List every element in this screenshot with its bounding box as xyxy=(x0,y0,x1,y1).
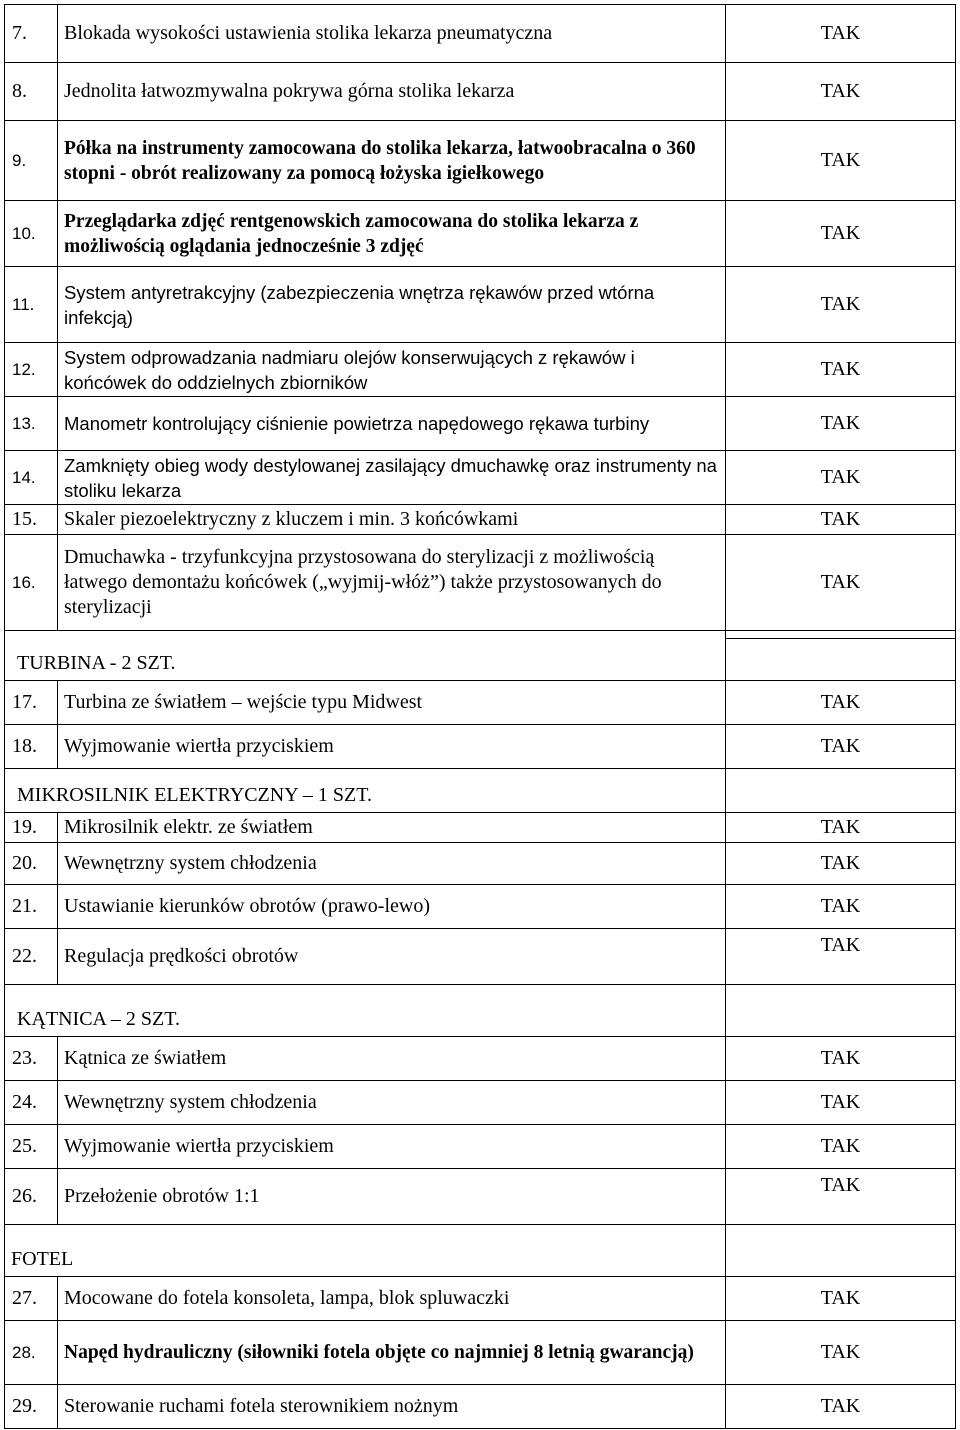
item-number: 19. xyxy=(5,813,58,843)
item-description: Mikrosilnik elektr. ze światłem xyxy=(58,813,726,843)
item-value: TAK xyxy=(726,929,956,985)
item-value: TAK xyxy=(726,505,956,535)
item-description: Regulacja prędkości obrotów xyxy=(58,929,726,985)
section-heading: TURBINA - 2 SZT. xyxy=(5,631,726,681)
item-description: Manometr kontrolujący ciśnienie powietrza napędowego rękawa turbiny xyxy=(58,397,726,451)
item-description: Blokada wysokości ustawienia stolika lekarza pneumatyczna xyxy=(58,5,726,63)
item-description: Ustawianie kierunków obrotów (prawo-lewo) xyxy=(58,885,726,929)
item-description: Sterowanie ruchami fotela sterownikiem nożnym xyxy=(58,1385,726,1429)
item-value: TAK xyxy=(726,843,956,885)
item-value: TAK xyxy=(726,1081,956,1125)
table-row xyxy=(5,929,956,985)
item-description: Wyjmowanie wiertła przyciskiem xyxy=(58,1125,726,1169)
item-description: Wyjmowanie wiertła przyciskiem xyxy=(58,725,726,769)
item-description: Jednolita łatwozmywalna pokrywa górna stolika lekarza xyxy=(58,63,726,121)
table-row xyxy=(5,1037,956,1081)
item-value: TAK xyxy=(726,1277,956,1321)
table-row xyxy=(5,1321,956,1385)
item-number: 18. xyxy=(5,725,58,769)
table-row xyxy=(5,451,956,505)
item-number: 27. xyxy=(5,1277,58,1321)
item-value: TAK xyxy=(726,1321,956,1385)
item-value: TAK xyxy=(726,1385,956,1429)
table-row xyxy=(5,1277,956,1321)
item-description: Przełożenie obrotów 1:1 xyxy=(58,1169,726,1225)
item-value: TAK xyxy=(726,201,956,267)
item-value: TAK xyxy=(726,451,956,505)
table-row xyxy=(5,535,956,631)
item-number: 16. xyxy=(5,535,58,631)
item-description: Skaler piezoelektryczny z kluczem i min. 3 końcówkami xyxy=(58,505,726,535)
table-row xyxy=(5,1125,956,1169)
item-description: Dmuchawka - trzyfunkcyjna przystosowana do sterylizacji z możliwością łatwego demontażu końcówek („wyjmij-włóż”) także przystosowanych do sterylizacji xyxy=(58,535,726,631)
table-row xyxy=(5,267,956,343)
item-number: 23. xyxy=(5,1037,58,1081)
item-number: 7. xyxy=(5,5,58,63)
item-number: 8. xyxy=(5,63,58,121)
item-value: TAK xyxy=(726,681,956,725)
section-row xyxy=(5,769,956,813)
item-number: 22. xyxy=(5,929,58,985)
table-row xyxy=(5,121,956,201)
table-row xyxy=(5,1385,956,1429)
item-description: Przeglądarka zdjęć rentgenowskich zamocowana do stolika lekarza z możliwością oglądania jednocześnie 3 zdjęć xyxy=(58,201,726,267)
section-empty-cell xyxy=(726,631,956,681)
item-value: TAK xyxy=(726,1125,956,1169)
item-number: 29. xyxy=(5,1385,58,1429)
table-row xyxy=(5,201,956,267)
item-number: 11. xyxy=(5,267,58,343)
item-number: 28. xyxy=(5,1321,58,1385)
item-value: TAK xyxy=(726,725,956,769)
table-row xyxy=(5,1169,956,1225)
item-number: 21. xyxy=(5,885,58,929)
item-value: TAK xyxy=(726,343,956,397)
item-value: TAK xyxy=(726,885,956,929)
item-description: Napęd hydrauliczny (siłowniki fotela objęte co najmniej 8 letnią gwarancją) xyxy=(58,1321,726,1385)
item-value: TAK xyxy=(726,5,956,63)
item-number: 26. xyxy=(5,1169,58,1225)
item-value: TAK xyxy=(726,1037,956,1081)
section-empty-cell xyxy=(726,985,956,1037)
table-row xyxy=(5,681,956,725)
item-value: TAK xyxy=(726,63,956,121)
table-row xyxy=(5,1081,956,1125)
table-row xyxy=(5,813,956,843)
item-description: System odprowadzania nadmiaru olejów konserwujących z rękawów i końcówek do oddzielnych zbiorników xyxy=(58,343,726,397)
item-value: TAK xyxy=(726,813,956,843)
item-description: Wewnętrzny system chłodzenia xyxy=(58,1081,726,1125)
section-empty-cell xyxy=(726,769,956,813)
item-value: TAK xyxy=(726,397,956,451)
section-heading: FOTEL xyxy=(5,1225,726,1277)
item-number: 25. xyxy=(5,1125,58,1169)
item-description: System antyretrakcyjny (zabezpieczenia wnętrza rękawów przed wtórna infekcją) xyxy=(58,267,726,343)
item-description: Półka na instrumenty zamocowana do stolika lekarza, łatwoobracalna o 360 stopni - obrót realizowany za pomocą łożyska igiełkowego xyxy=(58,121,726,201)
item-number: 14. xyxy=(5,451,58,505)
section-heading: MIKROSILNIK ELEKTRYCZNY – 1 SZT. xyxy=(5,769,726,813)
item-number: 9. xyxy=(5,121,58,201)
section-row xyxy=(5,1225,956,1277)
specification-table-body xyxy=(5,5,956,1429)
item-value: TAK xyxy=(726,1169,956,1225)
table-row xyxy=(5,505,956,535)
item-value: TAK xyxy=(726,121,956,201)
item-number: 15. xyxy=(5,505,58,535)
item-description: Zamknięty obieg wody destylowanej zasilający dmuchawkę oraz instrumenty na stoliku lekarza xyxy=(58,451,726,505)
item-description: Wewnętrzny system chłodzenia xyxy=(58,843,726,885)
item-description: Mocowane do fotela konsoleta, lampa, blok spluwaczki xyxy=(58,1277,726,1321)
item-number: 12. xyxy=(5,343,58,397)
table-row xyxy=(5,885,956,929)
item-description: Kątnica ze światłem xyxy=(58,1037,726,1081)
section-row xyxy=(5,985,956,1037)
item-number: 10. xyxy=(5,201,58,267)
section-heading: KĄTNICA – 2 SZT. xyxy=(5,985,726,1037)
table-row xyxy=(5,843,956,885)
item-value: TAK xyxy=(726,267,956,343)
item-number: 24. xyxy=(5,1081,58,1125)
table-row xyxy=(5,397,956,451)
specification-table xyxy=(4,4,956,1429)
item-number: 13. xyxy=(5,397,58,451)
item-description: Turbina ze światłem – wejście typu Midwest xyxy=(58,681,726,725)
double-rule xyxy=(726,631,955,639)
item-value: TAK xyxy=(726,535,956,631)
section-row xyxy=(5,631,956,681)
table-row xyxy=(5,63,956,121)
item-number: 20. xyxy=(5,843,58,885)
table-row xyxy=(5,343,956,397)
table-row xyxy=(5,5,956,63)
section-empty-cell xyxy=(726,1225,956,1277)
table-row xyxy=(5,725,956,769)
item-number: 17. xyxy=(5,681,58,725)
